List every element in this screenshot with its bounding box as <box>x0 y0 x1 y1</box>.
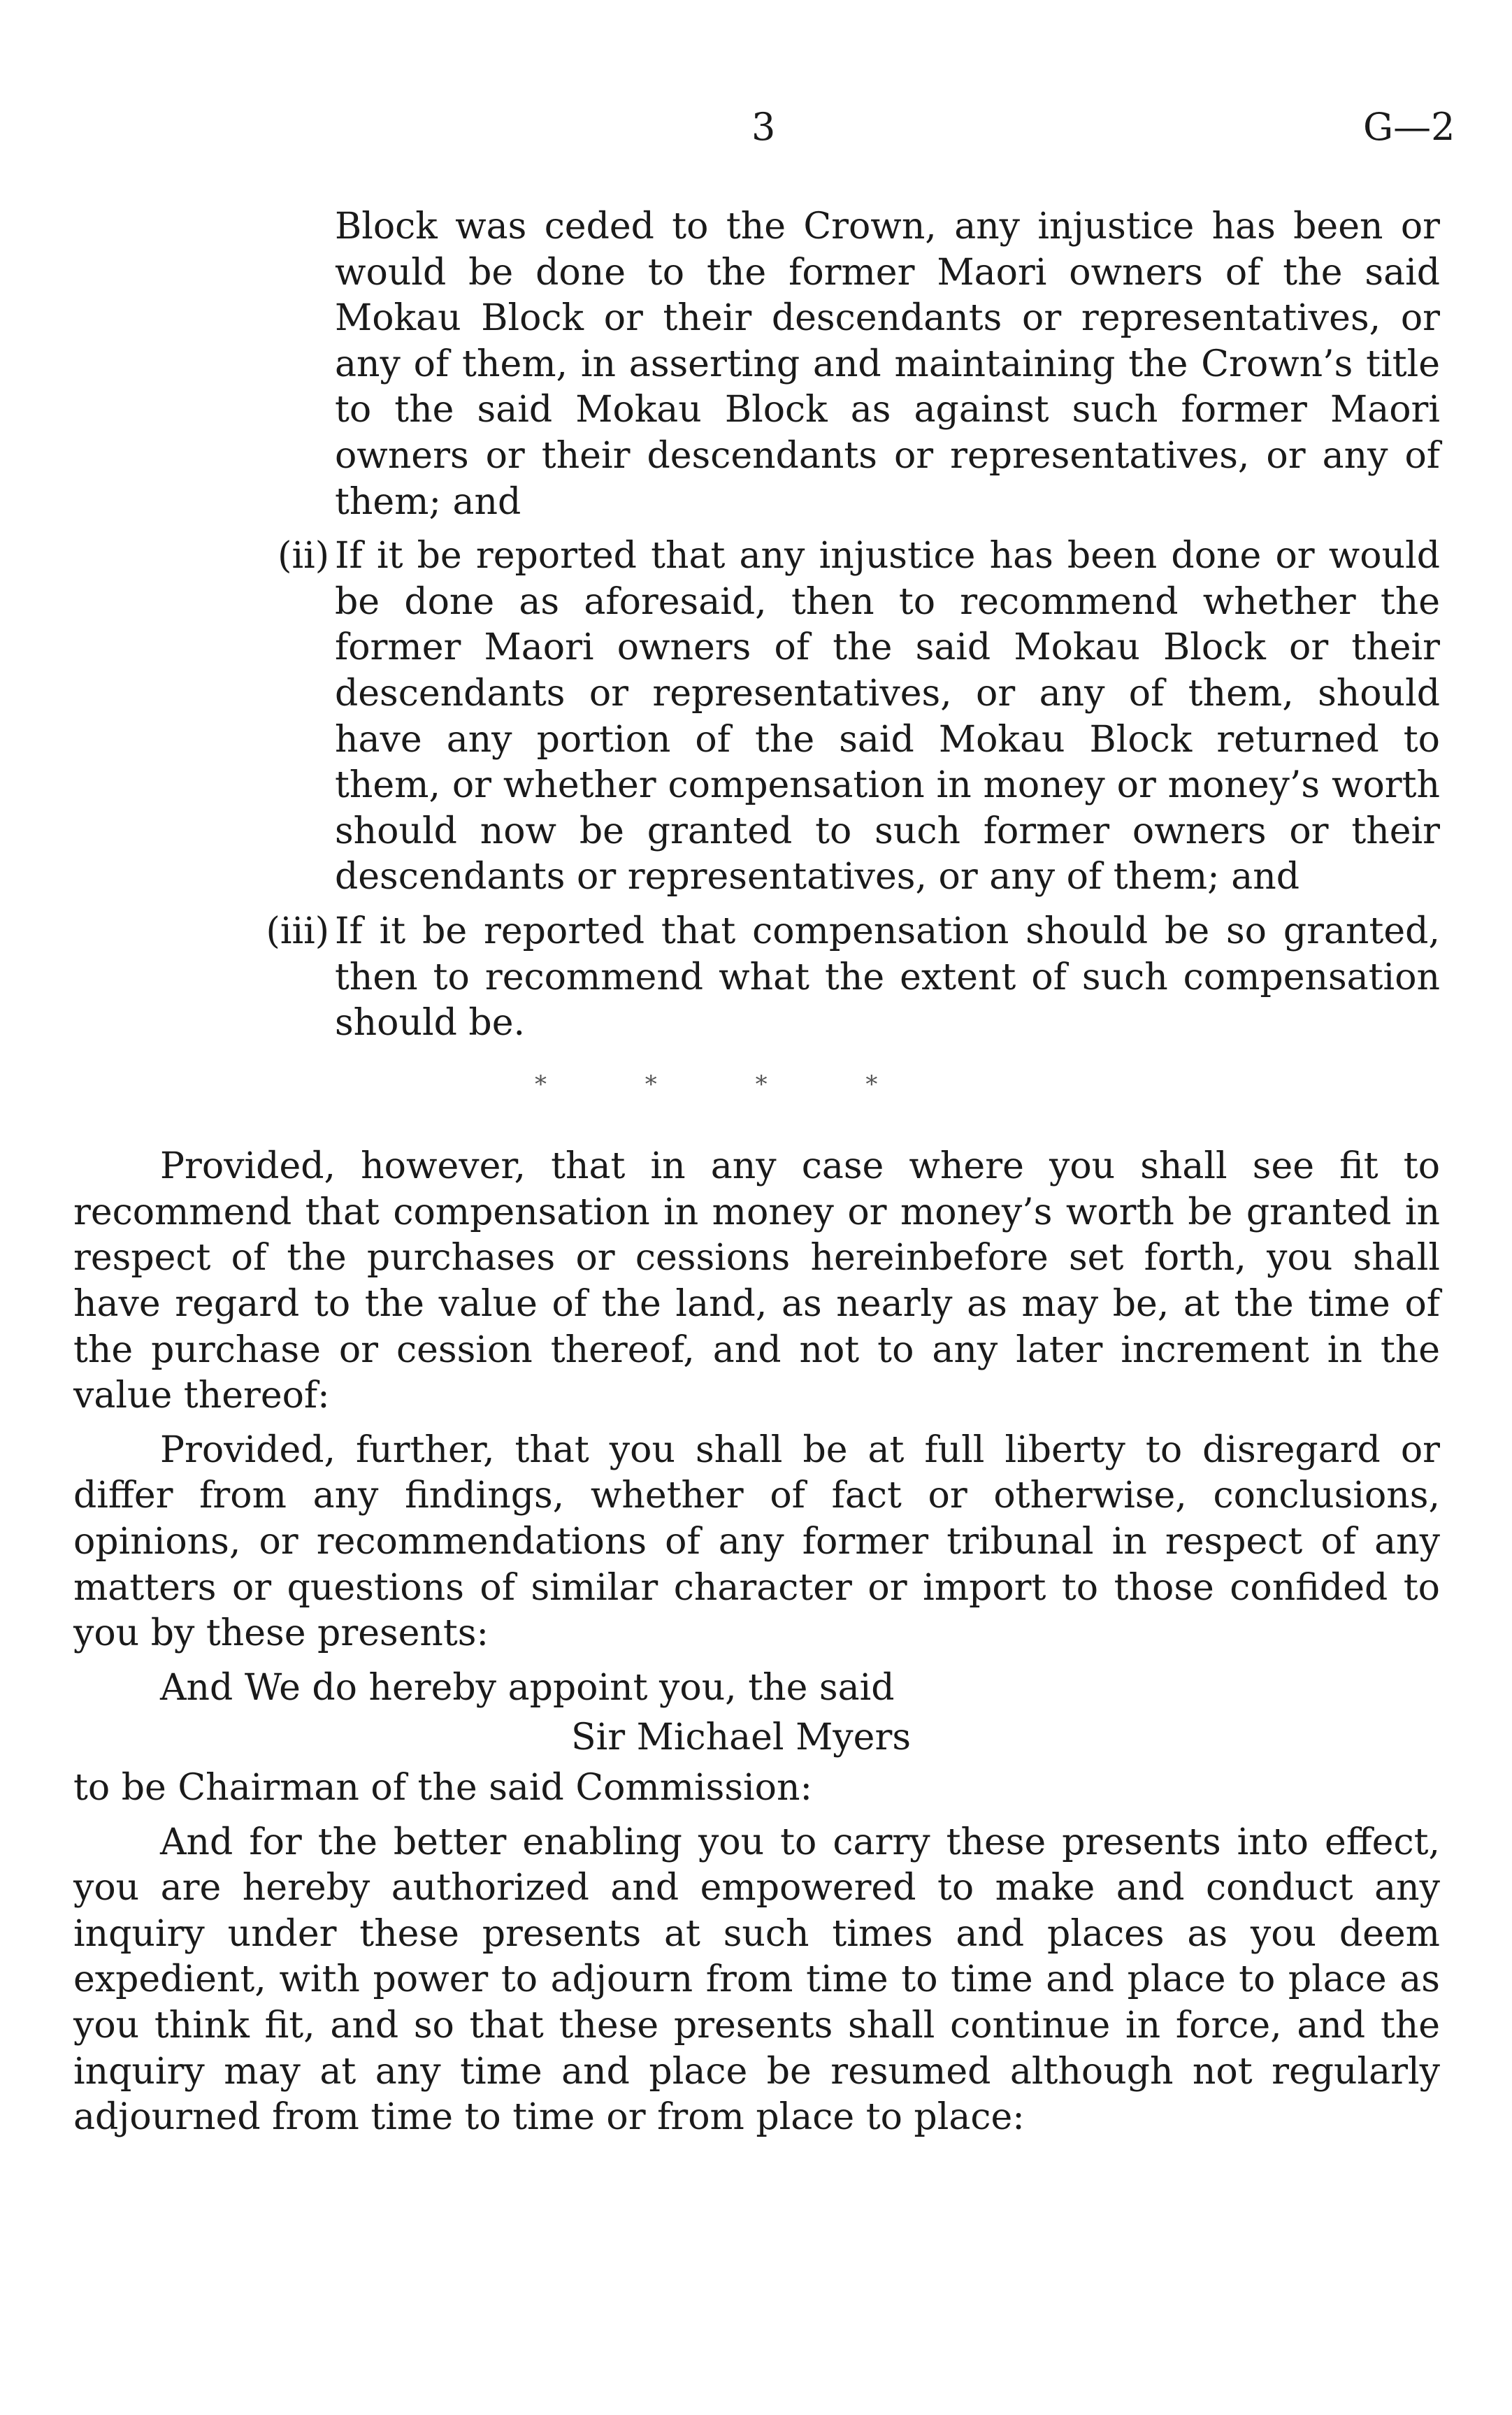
chairman-name: Sir Michael Myers <box>571 1717 912 1759</box>
appointment-intro: And We do hereby appoint you, the said <box>160 1666 895 1709</box>
enabling-clause: And for the better enabling you to carry these presents into effect, you are hereby authorized and empowered to make and conduct any inquiry under these presents at such times and places as you deem expedient, with power to adjourn from time to time and place to place as you think fit, and so that these presents shall continue in force, and the inquiry may at any time and place be resumed although not regularly adjourned from time to time or from place to place: <box>73 1821 1440 2139</box>
document-reference: G—2 <box>1363 105 1455 149</box>
section-break-asterisks: * * * * <box>535 1070 878 1098</box>
subclause-iii <box>266 909 1440 1047</box>
subclause-iii-label: (iii) <box>266 910 329 952</box>
subclause-ii-label: (ii) <box>278 535 329 578</box>
proviso-paragraph-1: Provided, however, that in any case where you shall see fit to recommend that compensation in money or money’s worth be granted in respect of the purchases or cessions hereinbefore set forth, you shall have regard to the value of the land, as nearly as may be, at the time of the purchase or cession thereof, and not to any later increment in the value thereof: <box>73 1145 1440 1417</box>
subclause-ii-text: If it be reported that any injustice has been done or would be done as aforesaid, then to recommend whether the former Maori owners of the said Mokau Block or their descendants or representatives, or any of them, should have any portion of the said Mokau Block returned to them, or whether compensation in money or money’s worth should now be granted to such former owners or their descendants or representatives, or any of them; and <box>335 535 1440 898</box>
subclause-i-continuation: Block was ceded to the Crown, any injustice has been or would be done to the former Maori owners of the said Mokau Block or their descendants or representatives, or any of them, in asserting and maintaining the Crown’s title to the said Mokau Block as against such former Maori owners or their descendants or representatives, or any of them; and <box>335 206 1440 523</box>
page-header <box>0 105 1512 161</box>
subclause-ii <box>278 533 1440 901</box>
subclause-iii-text: If it be reported that compensation should be so granted, then to recommend what the extent of such compensation should be. <box>335 910 1440 1045</box>
proviso-paragraph-2: Provided, further, that you shall be at full liberty to disregard or differ from any findings, whether of fact or otherwise, conclusions, opinions, or recommendations of any former tribunal in respect of any matters or questions of similar character or import to those confided to you by these presents: <box>73 1428 1440 1655</box>
appointment-role: to be Chairman of the said Commission: <box>73 1767 812 1809</box>
page-number: 3 <box>751 105 776 149</box>
document-body <box>73 204 1440 2141</box>
